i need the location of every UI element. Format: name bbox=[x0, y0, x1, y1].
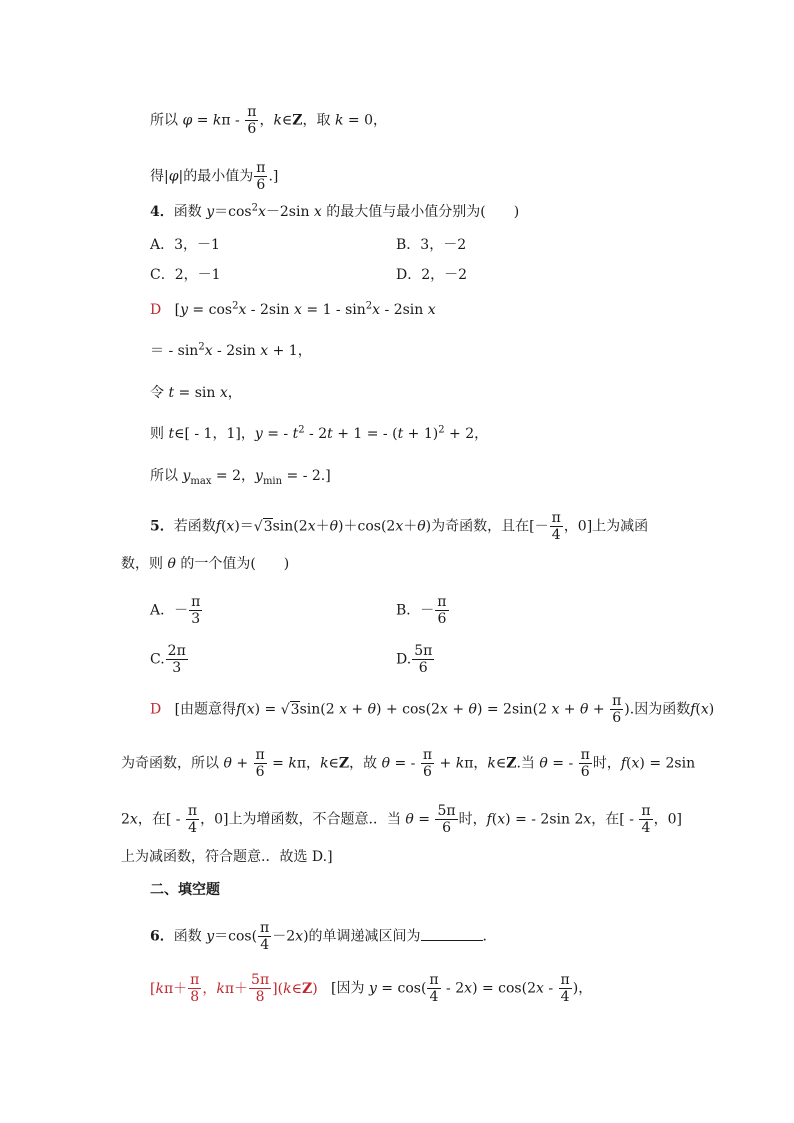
q4-option-a[interactable]: A．3，－1 bbox=[150, 237, 220, 253]
answer-badge: D bbox=[150, 701, 162, 718]
fraction: $\frac{\pi}{6}$ bbox=[580, 747, 590, 780]
solution-4-line-3: 令 t = sin x， bbox=[150, 385, 242, 401]
fraction: $\frac{2\pi}{3}$ bbox=[167, 643, 186, 676]
question-5-line-2: 数，则 θ 的一个值为( ) bbox=[121, 556, 290, 572]
line-phi: 所以 φ = kπ - $\frac{\pi}{6}$ ，k∈Z，取 k = 0， bbox=[150, 104, 388, 137]
solution-4-line-5: 所以 $y_{max} = 2$，$y_{min}$ = - 2.] bbox=[150, 468, 331, 487]
fraction: $\frac{\pi}{6}$ bbox=[256, 160, 266, 193]
fraction: $\frac{5\pi}{8}$ bbox=[251, 972, 270, 1005]
fraction: $\frac{5\pi}{6}$ bbox=[437, 803, 456, 836]
q5-option-c[interactable]: C. $\frac{2\pi}{3}$ bbox=[150, 643, 186, 676]
solution-4-line-4: 则 t∈[ - 1，1]，y = - $t^2 - 2t + 1$ = - $(t + 1)^2 + 2$， bbox=[150, 424, 489, 442]
q4-option-b[interactable]: B．3，－2 bbox=[396, 237, 467, 253]
question-4: 4．函数 $y=\cos^2x-2\sin$ x 的最大值与最小值分别为( ) bbox=[150, 202, 520, 220]
line-min-phi: 得|φ|的最小值为 $\frac{\pi}{6}$ .] bbox=[150, 160, 279, 193]
answer-blank[interactable] bbox=[421, 926, 483, 941]
q5-option-b[interactable]: B．－ $\frac{\pi}{6}$ bbox=[396, 594, 447, 627]
fraction: $\frac{\pi}{6}$ bbox=[247, 104, 257, 137]
fraction: $\frac{\pi}{6}$ bbox=[437, 594, 447, 627]
fraction: $\frac{\pi}{4}$ bbox=[260, 920, 270, 953]
fraction: $\frac{\pi}{6}$ bbox=[422, 747, 433, 780]
fraction: $\frac{\pi}{6}$ bbox=[612, 693, 622, 726]
solution-4-line-1: D [$y = \cos^2x - 2\sin$ $x = 1 - \sin^2x - 2\sin$ x bbox=[150, 300, 436, 318]
solution-5-line-2: 为奇函数，所以 θ + $\frac{\pi}{6}$ = kπ，k∈Z，故 θ = - $\frac{\pi}{6}$ + kπ，k∈Z.当 θ = - $\frac{\pi}{6}$ 时，f(x) = 2sin bbox=[121, 747, 696, 780]
solution-6: [kπ＋ $\frac{\pi}{8}$ ，kπ＋ $\frac{5\pi}{8}$ ](k∈Z) [因为 y = cos( $\frac{\pi}{4}$ - 2x) = cos(2x - $\frac{\pi}{4}$ )， bbox=[150, 972, 593, 1005]
section-heading: 二、填空题 bbox=[150, 882, 220, 898]
sqrt: √3 bbox=[280, 701, 300, 718]
fraction: $\frac{\pi}{4}$ bbox=[641, 803, 651, 836]
solution-5-line-1: D [由题意得f(x) = √3sin(2 x + θ) + cos(2x + θ) = 2sin(2 x + θ + $\frac{\pi}{6}$ ).因为函数f(x) bbox=[150, 693, 715, 726]
q5-option-a[interactable]: A．－ $\frac{\pi}{3}$ bbox=[150, 594, 201, 627]
answer-interval: [kπ＋ $\frac{\pi}{8}$ ，kπ＋ $\frac{5\pi}{8}$ ](k∈Z) bbox=[150, 972, 318, 1005]
fraction: $\frac{\pi}{6}$ bbox=[255, 747, 265, 780]
solution-5-line-3: 2x，在[ - $\frac{\pi}{4}$ ，0]上为增函数，不合题意.．当 θ = $\frac{5\pi}{6}$ 时，f(x) = - 2sin 2x，在[ - $\frac{\pi}{4}$ ，0] bbox=[121, 803, 682, 836]
fraction: $\frac{5\pi}{6}$ bbox=[414, 643, 433, 676]
question-5-line-1: 5．若函数f(x)＝√3sin(2x＋θ)＋cos(2x＋θ)为奇函数，且在[－ $\frac{\pi}{4}$ ，0]上为减函 bbox=[150, 510, 649, 543]
solution-5-line-4: 上为减函数，符合题意.．故选 D.] bbox=[121, 849, 333, 865]
answer-badge: D bbox=[150, 302, 162, 318]
fraction: $\frac{\pi}{4}$ bbox=[429, 972, 439, 1005]
solution-4-line-2: ＝ - $\sin^2x - 2\sin$ x + 1， bbox=[150, 341, 312, 359]
q4-option-c[interactable]: C．2，－1 bbox=[150, 267, 221, 283]
question-6: 6．函数 y＝cos( $\frac{\pi}{4}$ －2x)的单调递减区间为 . bbox=[150, 920, 487, 953]
fraction: $\frac{\pi}{8}$ bbox=[190, 972, 200, 1005]
fraction: $\frac{\pi}{4}$ bbox=[551, 510, 561, 543]
fraction: $\frac{\pi}{4}$ bbox=[187, 803, 198, 836]
fraction: $\frac{\pi}{3}$ bbox=[191, 594, 201, 627]
q4-option-d[interactable]: D．2，－2 bbox=[396, 267, 468, 283]
q5-option-d[interactable]: D. $\frac{5\pi}{6}$ bbox=[396, 643, 433, 676]
fraction: $\frac{\pi}{4}$ bbox=[560, 972, 570, 1005]
sqrt: √3 bbox=[253, 518, 273, 535]
